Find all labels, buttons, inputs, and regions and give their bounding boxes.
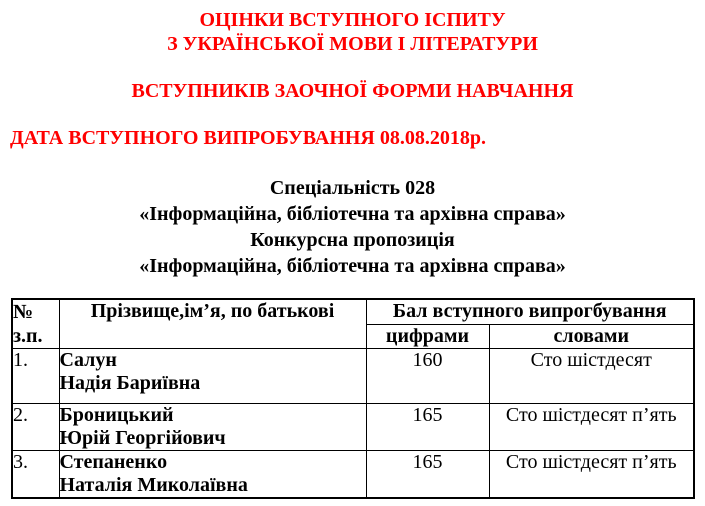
col-header-number-line-2: з.п. [13, 325, 43, 347]
row-number-cell: 1. [12, 349, 59, 404]
specialty-line-1: Спеціальність 028 [269, 177, 436, 199]
table-header-row-1 [12, 299, 694, 324]
col-header-score-group: Бал вступного випрогбування [366, 299, 694, 324]
surname: Салун [59, 349, 117, 371]
score-words-cell: Сто шістдесят [489, 349, 694, 404]
col-header-words: словами [489, 324, 694, 349]
given-names: Наталія Миколаївна [59, 474, 248, 496]
score-digits-cell: 165 [366, 451, 489, 499]
scores-table [11, 298, 695, 499]
specialty-block [0, 175, 705, 279]
subtitle-line: ВСТУПНИКІВ ЗАОЧНОЇ ФОРМИ НАВЧАННЯ [131, 80, 574, 102]
surname: Степаненко [59, 451, 168, 473]
specialty-line-2: «Інформаційна, бібліотечна та архівна справа» [139, 203, 566, 225]
score-words-cell: Сто шістдесят п’ять [489, 404, 694, 451]
row-number-cell: 2. [12, 404, 59, 451]
specialty-line-3: Конкурсна пропозиція [250, 229, 455, 251]
title-block [0, 0, 705, 56]
given-names: Юрій Георгійович [59, 427, 226, 449]
score-words-cell: Сто шістдесят п’ять [489, 451, 694, 499]
col-header-digits: цифрами [366, 324, 489, 349]
score-digits-cell: 160 [366, 349, 489, 404]
col-header-number-line-1: № [13, 301, 34, 323]
score-digits-cell: 165 [366, 404, 489, 451]
col-header-number [12, 299, 59, 349]
table-row [12, 404, 694, 451]
col-header-name: Прізвище,ім’я, по батькові [59, 299, 366, 349]
name-cell [59, 451, 366, 499]
specialty-line-4: «Інформаційна, бібліотечна та архівна справа» [139, 255, 566, 277]
table-row [12, 349, 694, 404]
row-number-cell: 3. [12, 451, 59, 499]
surname: Броницький [59, 404, 174, 426]
title-line-2: З УКРАЇНСЬКОЇ МОВИ І ЛІТЕРАТУРИ [167, 32, 538, 55]
exam-date-line: ДАТА ВСТУПНОГО ВИПРОБУВАННЯ 08.08.2018р. [10, 126, 486, 149]
name-cell [59, 404, 366, 451]
table-row [12, 451, 694, 499]
name-cell [59, 349, 366, 404]
title-line-1: ОЦІНКИ ВСТУПНОГО ІСПИТУ [199, 9, 506, 31]
given-names: Надія Бариївна [59, 372, 201, 394]
